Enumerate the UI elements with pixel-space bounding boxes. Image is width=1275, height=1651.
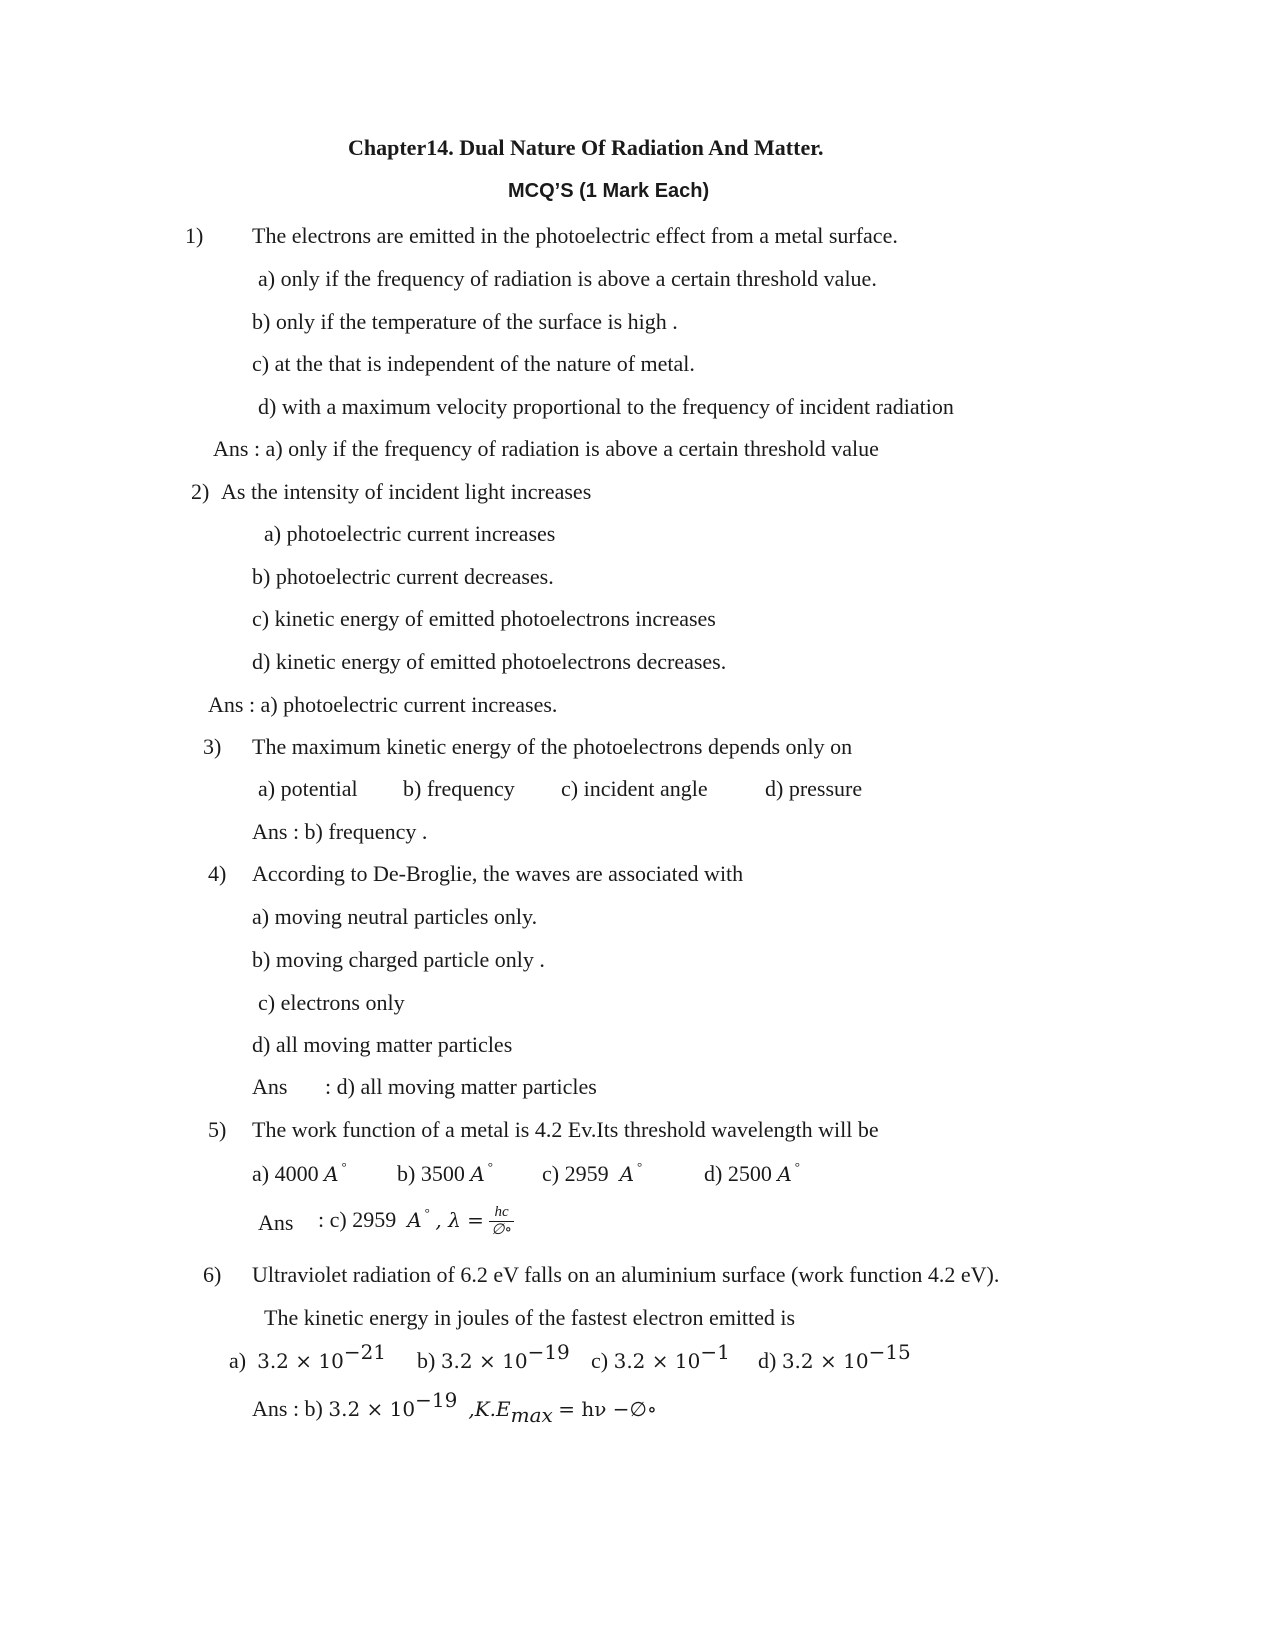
answer: : c) 2959 A ° , λ = $\frac{hc}{\emptyset\circ}$ [318,1204,512,1239]
angstrom-symbol: A [777,1162,792,1186]
degree-mark: ° [487,1159,493,1174]
answer: Ans : b) $3.2 \times 10^{-19}$ $,K.E_{max} = h\nu$ −∅∘ [252,1388,657,1427]
angstrom-symbol: A [470,1162,485,1186]
question-number: 5) [208,1117,227,1142]
option-d: d) 2500 A ° [704,1159,800,1186]
question-text: As the intensity of incident light increases [221,479,592,504]
answer-label: Ans [258,1210,294,1235]
option-c: c) electrons only [258,990,405,1015]
option-b: b) 3500 A ° [397,1159,493,1186]
degree-mark: ° [341,1159,347,1174]
option-a: a) potential [258,776,358,801]
option-c: c) $3.2 \times 10^{-1}$ [591,1340,730,1373]
formula-ke: ,K.E [468,1397,511,1421]
option-c: c) 2959 A ° [542,1159,643,1186]
option-c: c) kinetic energy of emitted photoelectrons increases [252,606,716,631]
degree-mark: ° [794,1159,800,1174]
angstrom-symbol: A [324,1162,339,1186]
degree-mark: ° [637,1159,643,1174]
option-d: d) kinetic energy of emitted photoelectrons decreases. [252,649,727,674]
fraction-denominator: ∅∘ [491,1222,512,1239]
formula-lhs: , λ = [435,1208,484,1232]
question-text: The work function of a metal is 4.2 Ev.Its threshold wavelength will be [252,1117,879,1142]
option-a: a) 4000 A ° [252,1159,347,1186]
answer: Ans : a) only if the frequency of radiation is above a certain threshold value [213,436,879,461]
question-text: The maximum kinetic energy of the photoelectrons depends only on [252,734,853,759]
option-c: c) incident angle [561,776,708,801]
question-number: 3) [203,734,222,759]
option-b: b) $3.2 \times 10^{-19}$ [417,1340,570,1373]
formula-rest: = hν −∅∘ [558,1397,657,1421]
question-number: 6) [203,1262,222,1287]
answer: Ans : a) photoelectric current increases. [208,692,558,717]
option-b: b) moving charged particle only . [252,947,545,972]
question-number: 1) [185,223,204,248]
option-d: d) pressure [765,776,863,801]
formula-fraction [489,1204,513,1240]
option-a: a) $3.2 \times 10^{-21}$ [229,1340,387,1373]
option-b: b) only if the temperature of the surface is high . [252,309,678,334]
formula-subscript: max [510,1403,553,1427]
question-number: 4) [208,861,227,886]
fraction-numerator: hc [489,1204,513,1222]
option-b: b) frequency [403,776,515,801]
option-c: c) at the that is independent of the nature of metal. [252,351,695,376]
option-d: d) all moving matter particles [252,1032,513,1057]
question-text: According to De-Broglie, the waves are associated with [252,861,744,886]
option-a: a) moving neutral particles only. [252,904,538,929]
angstrom-symbol: A [619,1162,635,1186]
answer-label: Ans [252,1074,288,1099]
option-d: d) with a maximum velocity proportional to the frequency of incident radiation [258,394,954,419]
answer: Ans : b) frequency . [252,819,428,844]
question-number: 2) [191,479,210,504]
question-text-continued: The kinetic energy in joules of the fastest electron emitted is [264,1305,796,1330]
section-title: MCQ’S (1 Mark Each) [508,180,710,202]
answer: : d) all moving matter particles [325,1074,597,1099]
question-text: Ultraviolet radiation of 6.2 eV falls on an aluminium surface (work function 4.2 eV). [252,1262,1000,1287]
option-a: a) photoelectric current increases [264,521,556,546]
option-a: a) only if the frequency of radiation is above a certain threshold value. [258,266,877,291]
option-b: b) photoelectric current decreases. [252,564,554,589]
question-text: The electrons are emitted in the photoelectric effect from a metal surface. [252,223,898,248]
option-d: d) $3.2 \times 10^{-15}$ [758,1340,911,1373]
chapter-title: Chapter14. Dual Nature Of Radiation And Matter. [348,135,824,160]
